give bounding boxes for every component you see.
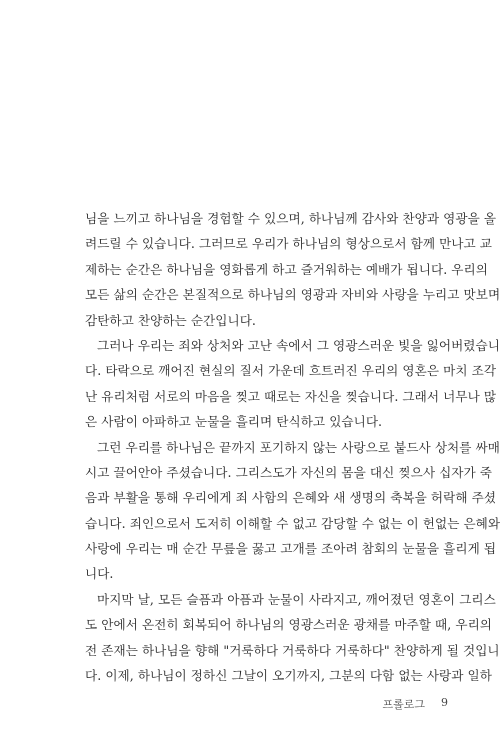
text-line: 다. 타락으로 깨어진 현실의 질서 가운데 흐트러진 우리의 영혼은 마치 조각 [85, 363, 497, 379]
text-line: 난 유리처럼 서로의 마음을 찢고 때로는 자신을 찢습니다. 그래서 너무나 많 [85, 388, 497, 404]
text-line: 마지막 날, 모든 슬픔과 아픔과 눈물이 사라지고, 깨어졌던 영혼이 그리스 [97, 591, 496, 607]
text-line: 모든 삶의 순간은 본질적으로 하나님의 영광과 자비와 사랑을 누리고 맛보며 [85, 287, 500, 303]
text-line: 려드릴 수 있습니다. 그러므로 우리가 하나님의 형상으로서 함께 만나고 교 [85, 236, 492, 252]
page-footer [382, 696, 448, 712]
text-line: 감탄하고 찬양하는 순간입니다. [85, 312, 256, 328]
text-line: 시고 끌어안아 주셨습니다. 그리스도가 자신의 몸을 대신 찢으사 십자가 죽 [85, 464, 492, 480]
text-line: 그런 우리를 하나님은 끝까지 포기하지 않는 사랑으로 붙드사 상처를 싸매 [97, 439, 500, 455]
body-text [85, 206, 500, 688]
text-line: 제하는 순간은 하나님을 영화롭게 하고 즐거워하는 예배가 됩니다. 우리의 [85, 261, 488, 277]
text-line: 전 존재는 하나님을 향해 "거룩하다 거룩하다 거룩하다" 찬양하게 될 것입니 [85, 642, 500, 658]
paragraph [85, 587, 500, 689]
page-number: 9 [441, 696, 448, 709]
text-line: 도 안에서 온전히 회복되어 하나님의 영광스러운 광채를 마주할 때, 우리의 [85, 617, 492, 633]
text-line: 사랑에 우리는 매 순간 무릎을 꿇고 고개를 조아려 참회의 눈물을 흘리게 됩 [85, 541, 497, 557]
paragraph [85, 206, 500, 333]
text-line: 그러나 우리는 죄와 상처와 고난 속에서 그 영광스러운 빛을 잃어버렸습니 [97, 337, 500, 353]
running-title: 프롤로그 [382, 698, 425, 711]
text-line: 습니다. 죄인으로서 도저히 이해할 수 없고 감당할 수 없는 이 헌없는 은혜와 [85, 515, 500, 531]
text-line: 다. 이제, 하나님이 정하신 그날이 오기까지, 그분의 다함 없는 사랑과 일하 [85, 668, 492, 684]
paragraph [85, 435, 500, 587]
text-line: 니다. [85, 566, 114, 582]
text-line: 님을 느끼고 하나님을 경험할 수 있으며, 하나님께 감사와 찬양과 영광을 올 [85, 211, 497, 226]
text-line: 음과 부활을 통해 우리에게 죄 사함의 은혜와 새 생명의 축복을 허락해 주셨 [85, 490, 497, 506]
paragraph [85, 333, 500, 435]
text-line: 은 사람이 아파하고 눈물을 흘리며 탄식하고 있습니다. [85, 414, 383, 430]
